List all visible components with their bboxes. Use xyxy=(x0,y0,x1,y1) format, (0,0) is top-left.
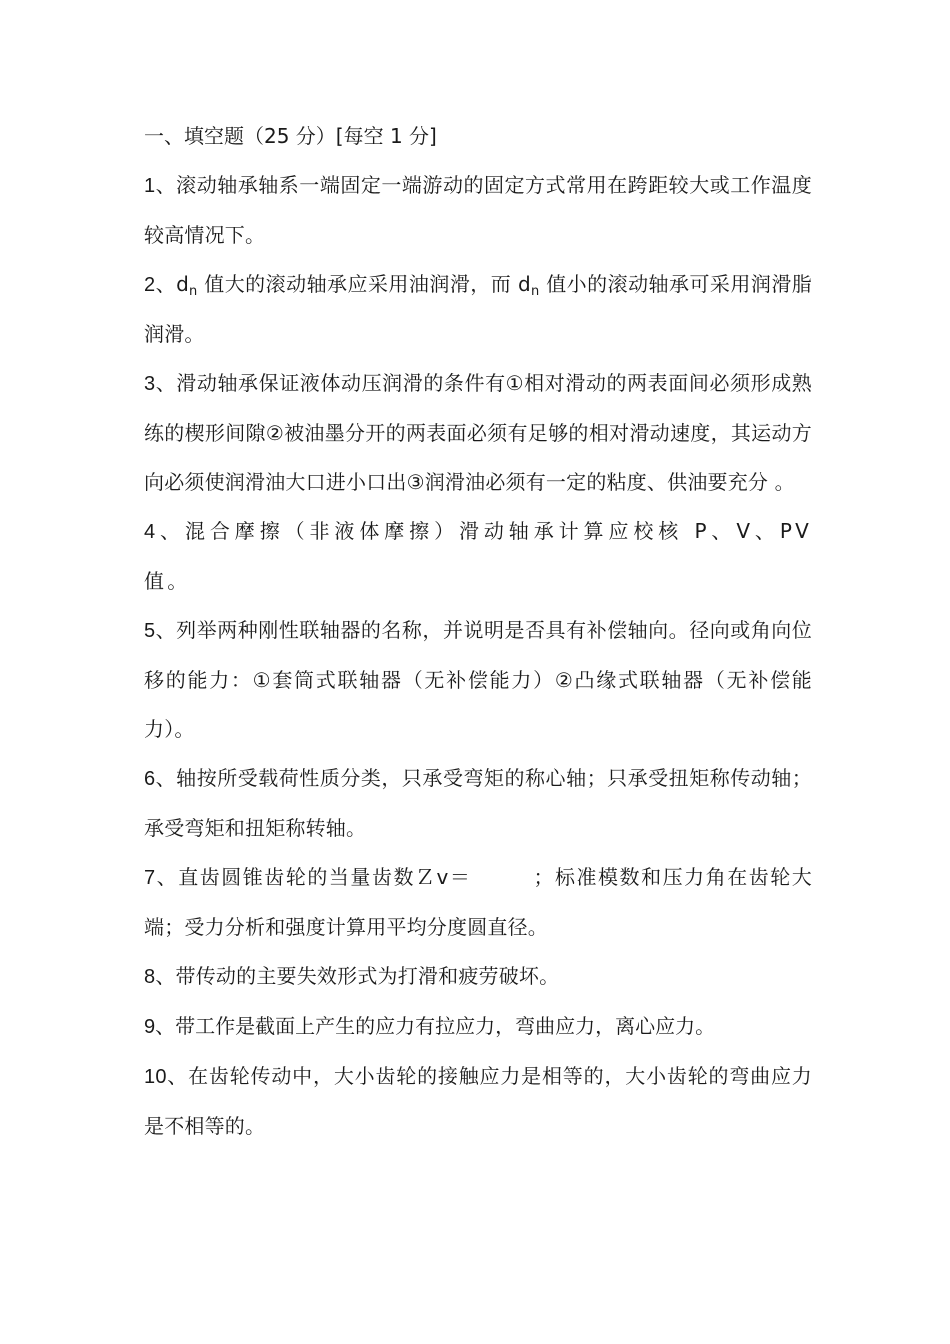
question-5 xyxy=(144,606,812,754)
question-1 xyxy=(144,161,812,260)
section-title: 一、填空题（25 分）[每空 1 分] xyxy=(144,124,437,148)
question-text: 轴按所受载荷性质分类，只承受弯矩的称心轴；只承受扭矩称传动轴；承受弯矩和扭矩称转轴。 xyxy=(144,766,812,840)
question-3 xyxy=(144,359,812,507)
question-10 xyxy=(144,1052,812,1151)
question-text: 混合摩擦（非液体摩擦）滑动轴承计算应校核 P、V、PV 值。 xyxy=(144,519,812,593)
question-text-part: 值小的滚动轴承可采用润滑脂润滑。 xyxy=(144,272,812,346)
question-text: 滚动轴承轴系一端固定一端游动的固定方式常用在跨距较大或工作温度较高情况下。 xyxy=(144,173,812,247)
question-number: 4、 xyxy=(144,521,185,543)
question-number: 7、 xyxy=(144,867,179,889)
question-text-part: 值大的滚动轴承应采用油润滑，而 d xyxy=(204,272,531,296)
subscript: n xyxy=(188,284,198,299)
question-9 xyxy=(144,1002,812,1052)
question-4 xyxy=(144,507,812,606)
question-6 xyxy=(144,754,812,853)
question-number: 3、 xyxy=(144,373,177,395)
question-text-part: ；标准模数和压力角在齿轮大端；受力分析和强度计算用平均分度圆直径。 xyxy=(144,865,812,939)
question-text: 在齿轮传动中，大小齿轮的接触应力是相等的，大小齿轮的弯曲应力是不相等的。 xyxy=(144,1064,812,1138)
question-number: 1、 xyxy=(144,175,177,197)
question-number: 6、 xyxy=(144,768,177,790)
question-text: 列举两种刚性联轴器的名称，并说明是否具有补偿轴向。径向或角向位移的能力：①套筒式联轴器（无补偿能力）②凸缘式联轴器（无补偿能力）。 xyxy=(144,618,812,741)
question-8 xyxy=(144,952,812,1002)
question-number: 10、 xyxy=(144,1066,189,1088)
question-number: 9、 xyxy=(144,1016,176,1038)
question-7 xyxy=(144,853,812,952)
question-2 xyxy=(144,260,812,359)
question-text: 带工作是截面上产生的应力有拉应力，弯曲应力，离心应力。 xyxy=(175,1014,716,1038)
question-number: 5、 xyxy=(144,620,177,642)
subscript: n xyxy=(530,284,540,299)
question-text-part: 直齿圆锥齿轮的当量齿数Ｚv＝ xyxy=(178,865,472,889)
question-list xyxy=(144,112,812,1151)
question-text-part: d xyxy=(176,272,189,296)
question-number: 8、 xyxy=(144,966,176,988)
question-number: 2、 xyxy=(144,274,177,296)
question-text: 带传动的主要失效形式为打滑和疲劳破坏。 xyxy=(175,964,560,988)
question-text: 滑动轴承保证液体动压润滑的条件有①相对滑动的两表面间必须形成熟练的楔形间隙②被油墨分开的两表面必须有足够的相对滑动速度，其运动方向必须使润滑油大口进小口出③润滑油必须有一定的粘度、供油要充分 。 xyxy=(144,371,812,494)
